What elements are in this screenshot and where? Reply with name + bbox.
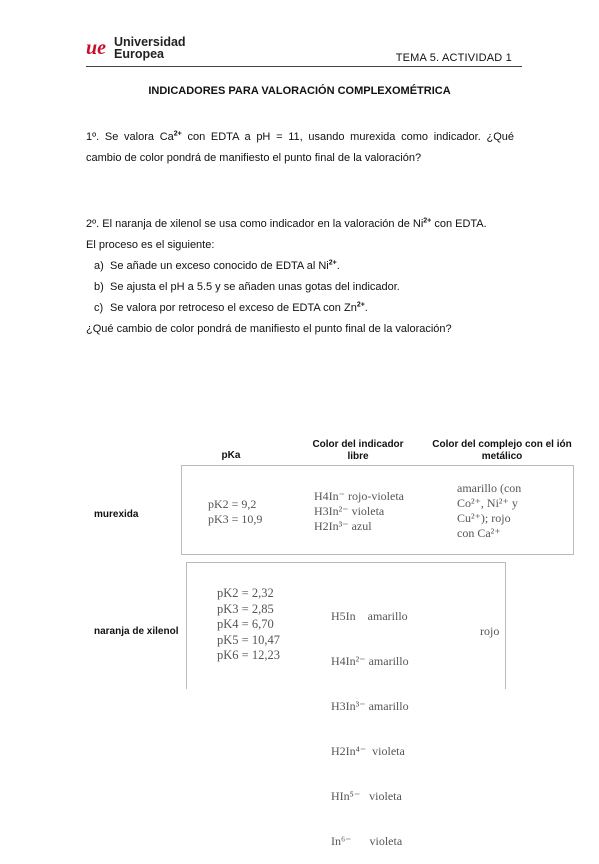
- step-c: c) Se valora por retroceso el exceso de EDTA con $Zn^{2+}$.: [94, 301, 368, 314]
- header-complex-color: Color del complejo con el ión metálico: [432, 439, 572, 462]
- q2-intro: El proceso es el siguiente:: [86, 239, 215, 251]
- row-label-murexida: murexida: [94, 509, 139, 520]
- activity-label: TEMA 5. ACTIVIDAD 1: [395, 52, 512, 64]
- header-free-color: Color del indicador libre: [312, 439, 404, 462]
- murexida-free-color: H4In⁻ rojo-violeta H3In²⁻ violeta H2In³⁻ azul: [314, 489, 404, 533]
- murexida-pka: pK2 = 9,2 pK3 = 10,9: [208, 497, 263, 526]
- xylenol-free-color: H5In amarillo H4In²⁻ amarillo H3In³⁻ amarillo H2In⁴⁻ violeta HIn⁵⁻ violeta In⁶⁻ violeta: [331, 609, 409, 848]
- q2-question: ¿Qué cambio de color pondrá de manifiesto el punto final de la valoración?: [86, 323, 452, 335]
- ue-logo-icon: ue: [86, 37, 106, 59]
- logo-line-1: Universidad: [114, 35, 186, 49]
- university-logo: [86, 36, 186, 60]
- q2-text-post: con EDTA.: [431, 218, 487, 230]
- q2-text-pre: 2º. El naranja de xilenol se usa como indicador en la valoración de Ni: [86, 218, 424, 230]
- step-b: b) Se ajusta el pH a 5.5 y se añaden unas gotas del indicador.: [94, 281, 400, 293]
- procedure-steps: [86, 256, 514, 319]
- question-1: [86, 127, 514, 169]
- logo-line-2: Europea: [114, 47, 165, 61]
- murexida-complex-color: amarillo (con Co²⁺, Ni²⁺ y Cu²⁺); rojo con Ca²⁺: [457, 481, 522, 540]
- q1-text-post: con EDTA a pH = 11, usando murexida como indicador. ¿Qué cambio de color pondrá de manifiesto el punto final de la valoración?: [86, 131, 514, 164]
- row-label-xylenol-orange: naranja de xilenol: [94, 626, 179, 637]
- header-divider: [86, 66, 522, 67]
- xylenol-complex-color: rojo: [480, 624, 500, 638]
- q1-text-pre: 1º. Se valora Ca: [86, 131, 174, 143]
- xylenol-pka: pK2 = 2,32 pK3 = 2,85 pK4 = 6,70 pK5 = 10,47 pK6 = 12,23: [217, 586, 280, 663]
- question-2: [86, 214, 514, 340]
- header-pka: pKa: [221, 450, 241, 461]
- step-a: a) Se añade un exceso conocido de EDTA al $Ni^{2+}$.: [94, 259, 340, 272]
- q2-charge: 2+: [423, 217, 432, 225]
- page-title: INDICADORES PARA VALORACIÓN COMPLEXOMÉTRICA: [148, 85, 451, 97]
- q1-charge: 2+: [173, 130, 182, 138]
